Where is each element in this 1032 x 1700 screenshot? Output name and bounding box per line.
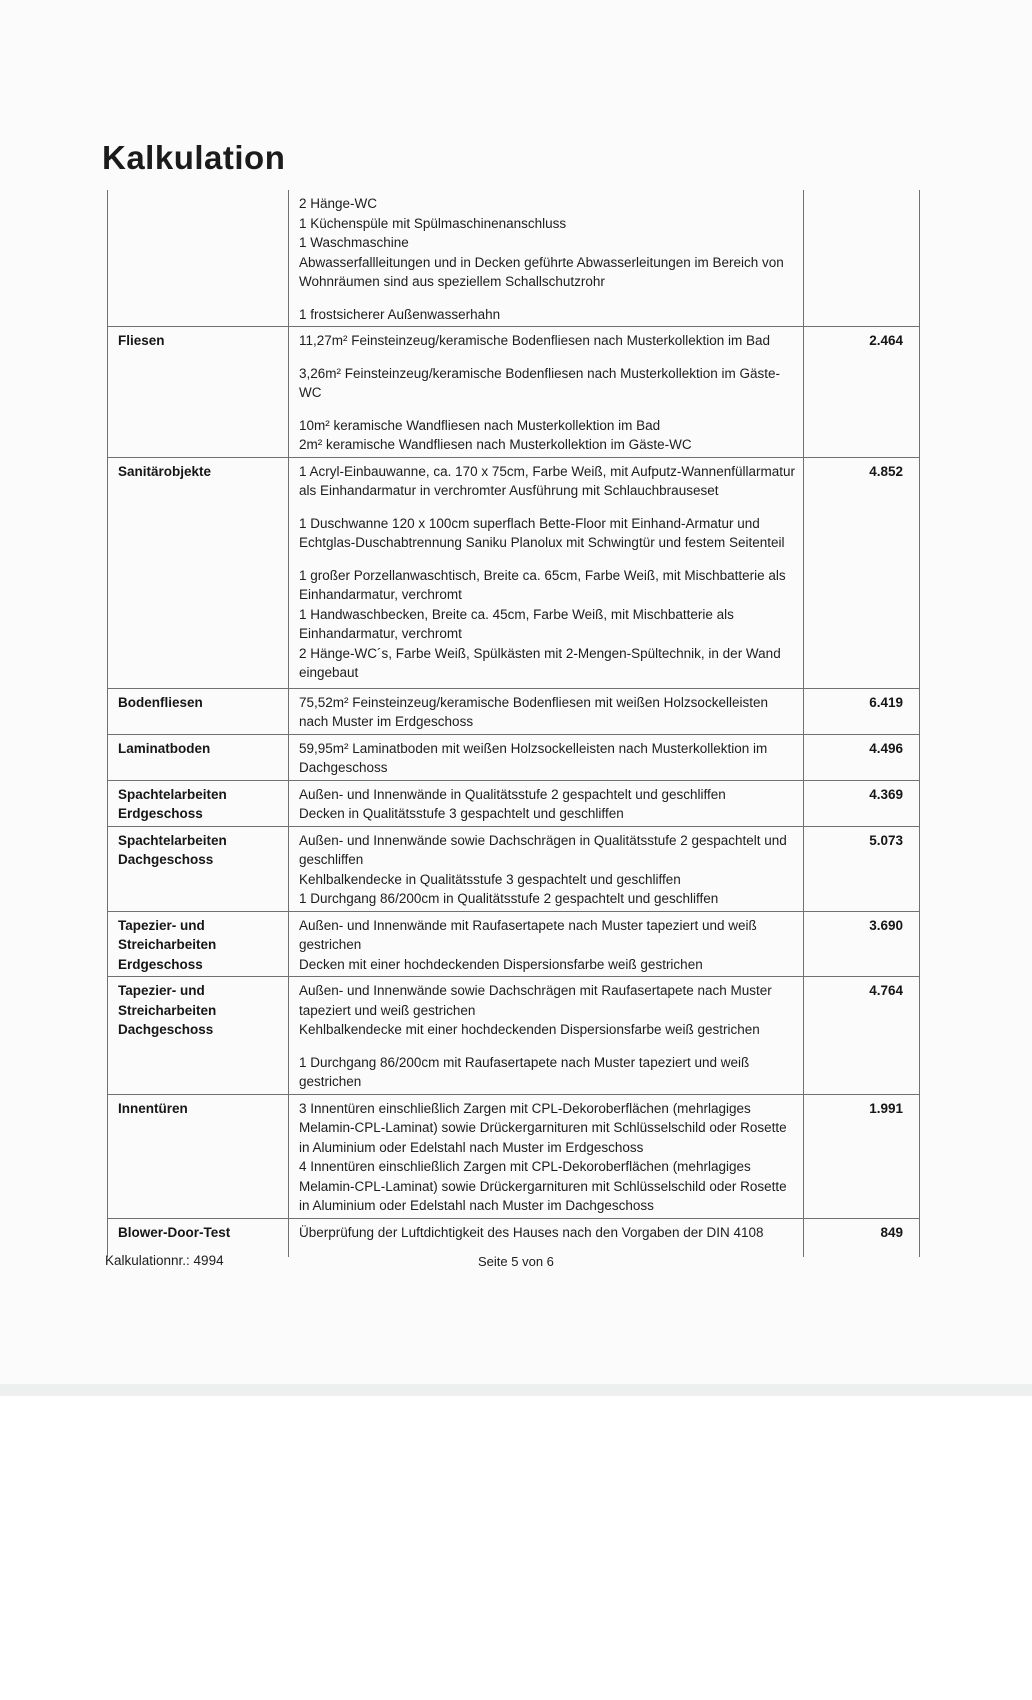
table-row <box>108 190 919 326</box>
page-edge-shadow <box>0 1384 1032 1396</box>
description-paragraph: 1 Duschwanne 120 x 100cm superflach Bette-Floor mit Einhand-Armatur und Echtglas-Duschabtrennung Saniku Planolux mit Schwingtür und festem Seitenteil <box>299 515 785 550</box>
price-cell: 4.852 <box>803 458 919 688</box>
description-paragraph: Überprüfung der Luftdichtigkeit des Hauses nach den Vorgaben der DIN 4108 <box>299 1224 764 1240</box>
blank-line <box>299 501 795 514</box>
description-paragraph: 1 Durchgang 86/200cm in Qualitätsstufe 2 gespachtelt und geschliffen <box>299 891 719 906</box>
description-paragraph: 3 Innentüren einschließlich Zargen mit CPL-Dekoroberflächen (mehrlagiges Melamin-CPL-Laminat) sowie Drückergarnituren mit Schlüsselschild oder Rosette in Aluminium oder Edelstahl nach Muster im Erdgeschoss <box>299 1100 787 1155</box>
description-cell <box>289 689 803 734</box>
description-paragraph: Außen- und Innenwände mit Raufasertapete nach Muster tapeziert und weiß gestrichen <box>299 917 757 952</box>
description-paragraph: Außen- und Innenwände sowie Dachschrägen mit Raufasertapete nach Muster tapeziert und weiß gestrichen <box>299 983 772 1018</box>
category-cell: Spachtelarbeiten Dachgeschoss <box>108 827 289 911</box>
price-cell: 4.496 <box>803 735 919 780</box>
description-paragraph: 1 frostsicherer Außenwasserhahn <box>299 306 501 322</box>
category-cell: Laminatboden <box>108 735 289 780</box>
table-row <box>108 688 919 734</box>
description-paragraph: 59,95m² Laminatboden mit weißen Holzsockelleisten nach Musterkollektion im Dachgeschoss <box>299 740 768 775</box>
price-cell: 3.690 <box>803 912 919 977</box>
price-cell: 2.464 <box>803 327 919 457</box>
price-cell: 5.073 <box>803 827 919 911</box>
blank-line <box>299 403 795 416</box>
description-paragraph: 1 Acryl-Einbauwanne, ca. 170 x 75cm, Farbe Weiß, mit Aufputz-Wannenfüllarmatur als Einhandarmatur in verchromter Ausführung mit Schlauchbrauseset <box>299 463 795 498</box>
category-cell: Tapezier- und Streicharbeiten Erdgeschoss <box>108 912 289 977</box>
description-paragraph: 3,26m² Feinsteinzeug/keramische Bodenfliesen nach Musterkollektion im Gäste-WC <box>299 365 780 400</box>
description-paragraph: 2m² keramische Wandfliesen nach Musterkollektion im Gäste-WC <box>299 437 692 452</box>
description-paragraph: Kehlbalkendecke in Qualitätsstufe 3 gespachtelt und geschliffen <box>299 871 681 887</box>
description-paragraph: 75,52m² Feinsteinzeug/keramische Bodenfliesen mit weißen Holzsockelleisten nach Muster im Erdgeschoss <box>299 694 768 729</box>
price-cell: 849 <box>803 1219 919 1257</box>
table-row <box>108 911 919 977</box>
description-paragraph: 1 Handwaschbecken, Breite ca. 45cm, Farbe Weiß, mit Mischbatterie als Einhandarmatur, verchromt <box>299 606 734 641</box>
table-row <box>108 1218 919 1257</box>
table-row <box>108 457 919 688</box>
footer-page-indicator: Seite 5 von 6 <box>478 1254 554 1269</box>
category-cell: Spachtelarbeiten Erdgeschoss <box>108 781 289 826</box>
description-paragraph: 1 großer Porzellanwaschtisch, Breite ca. 65cm, Farbe Weiß, mit Mischbatterie als Einhandarmatur, verchromt <box>299 567 786 602</box>
description-paragraph: Außen- und Innenwände in Qualitätsstufe 2 gespachtelt und geschliffen <box>299 786 726 802</box>
description-cell <box>289 735 803 780</box>
description-paragraph: 4 Innentüren einschließlich Zargen mit CPL-Dekoroberflächen (mehrlagiges Melamin-CPL-Laminat) sowie Drückergarnituren mit Schlüsselschild oder Rosette in Aluminium oder Edelstahl nach Muster im Dachgeschoss <box>299 1159 787 1213</box>
blank-line <box>299 292 795 305</box>
description-cell <box>289 781 803 826</box>
description-paragraph: 1 Waschmaschine <box>299 235 409 250</box>
description-cell <box>289 1219 803 1257</box>
description-cell <box>289 912 803 977</box>
description-paragraph: 1 Durchgang 86/200cm mit Raufasertapete nach Muster tapeziert und weiß gestrichen <box>299 1054 750 1089</box>
description-cell <box>289 827 803 911</box>
description-paragraph: 1 Küchenspüle mit Spülmaschinenanschluss <box>299 215 567 231</box>
table-row <box>108 1094 919 1218</box>
price-cell: 1.991 <box>803 1095 919 1218</box>
description-paragraph: Decken mit einer hochdeckenden Dispersionsfarbe weiß gestrichen <box>299 956 703 972</box>
description-cell <box>289 977 803 1094</box>
description-cell <box>289 458 803 688</box>
description-paragraph: Außen- und Innenwände sowie Dachschrägen in Qualitätsstufe 2 gespachtelt und geschliffen <box>299 832 787 867</box>
table-row <box>108 326 919 457</box>
calculation-table <box>107 190 920 1257</box>
description-paragraph: 2 Hänge-WC <box>299 196 378 211</box>
description-paragraph: 2 Hänge-WC´s, Farbe Weiß, Spülkästen mit 2-Mengen-Spültechnik, in der Wand eingebaut <box>299 645 781 680</box>
price-cell: 6.419 <box>803 689 919 734</box>
price-cell <box>803 190 919 326</box>
category-cell: Innentüren <box>108 1095 289 1218</box>
blank-line <box>299 1040 795 1053</box>
category-cell: Sanitärobjekte <box>108 458 289 688</box>
table-row <box>108 734 919 780</box>
description-cell <box>289 190 803 326</box>
blank-line <box>299 351 795 364</box>
price-cell: 4.764 <box>803 977 919 1094</box>
footer-calculation-number: Kalkulationnr.: 4994 <box>105 1253 224 1268</box>
description-cell <box>289 327 803 457</box>
description-paragraph: Kehlbalkendecke mit einer hochdeckenden Dispersionsfarbe weiß gestrichen <box>299 1022 760 1037</box>
category-cell: Fliesen <box>108 327 289 457</box>
description-paragraph: Decken in Qualitätsstufe 3 gespachtelt und geschliffen <box>299 806 624 821</box>
blank-line <box>299 553 795 566</box>
description-cell <box>289 1095 803 1218</box>
category-cell: Blower-Door-Test <box>108 1219 289 1257</box>
price-cell: 4.369 <box>803 781 919 826</box>
table-row <box>108 976 919 1094</box>
category-cell <box>108 190 289 326</box>
description-paragraph: Abwasserfallleitungen und in Decken geführte Abwasserleitungen im Bereich von Wohnräumen sind aus speziellem Schallschutzrohr <box>299 254 784 289</box>
description-paragraph: 11,27m² Feinsteinzeug/keramische Bodenfliesen nach Musterkollektion im Bad <box>299 333 770 348</box>
category-cell: Bodenfliesen <box>108 689 289 734</box>
table-row <box>108 780 919 826</box>
category-cell: Tapezier- und Streicharbeiten Dachgeschoss <box>108 977 289 1094</box>
description-paragraph: 10m² keramische Wandfliesen nach Musterkollektion im Bad <box>299 417 661 433</box>
table-row <box>108 826 919 911</box>
document-title: Kalkulation <box>102 139 286 176</box>
